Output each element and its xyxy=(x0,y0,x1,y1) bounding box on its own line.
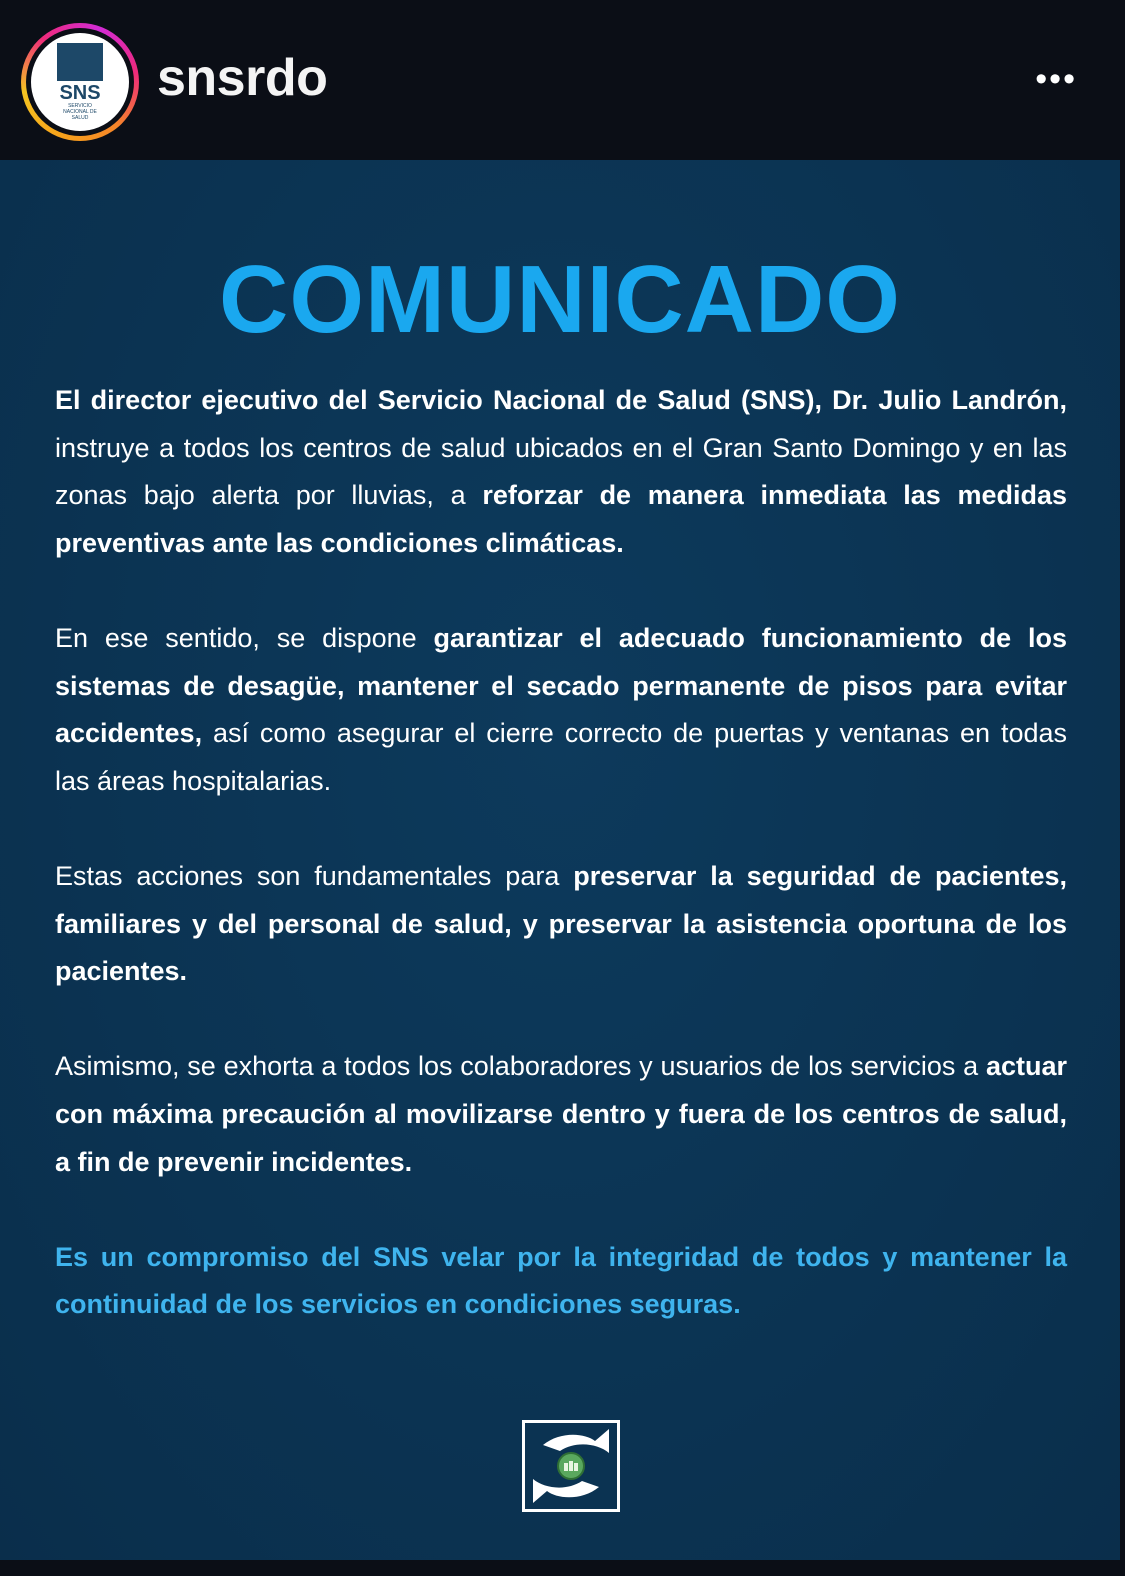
text-segment: Asimismo, se exhorta a todos los colaboradores y usuarios de los servicios a xyxy=(55,1051,986,1082)
story-ring-avatar[interactable] xyxy=(21,23,139,141)
post-header xyxy=(0,0,1125,160)
paragraph xyxy=(55,1043,1067,1186)
post-title: COMUNICADO xyxy=(219,246,901,353)
text-segment: Estas acciones son fundamentales para xyxy=(55,860,574,891)
bold-text-segment: preservar la seguridad de pacientes, familiares y del personal de salud, y preservar la asistencia oportuna de los pacientes. xyxy=(55,860,1067,987)
closing-statement: Es un compromiso del SNS velar por la integridad de todos y mantener la continuidad de los servicios en condiciones seguras. xyxy=(55,1241,1067,1320)
paragraph xyxy=(55,853,1067,996)
bold-text-segment: El director ejecutivo del Servicio Nacional de Salud (SNS), Dr. Julio Landrón, xyxy=(55,385,1067,415)
bold-text-segment: reforzar de manera inmediata las medidas preventivas ante las condiciones climáticas. xyxy=(55,480,1067,558)
more-horizontal-icon[interactable]: ••• xyxy=(1035,60,1077,98)
text-segment: así como asegurar el cierre correcto de puertas y ventanas en todas las áreas hospitalarias. xyxy=(55,718,1067,796)
text-segment: En ese sentido, se dispone xyxy=(55,622,434,653)
avatar-logo-text: SNS xyxy=(59,82,101,104)
sns-hands-logo-icon xyxy=(522,1420,620,1512)
post-image xyxy=(0,160,1120,1560)
bold-text-segment: garantizar el adecuado funcionamiento de los sistemas de desagüe, mantener el secado permanente de pisos para evitar accidentes, xyxy=(55,622,1067,749)
bold-text-segment: actuar con máxima precaución al movilizarse dentro y fuera de los centros de salud, a fin de prevenir incidentes. xyxy=(55,1051,1067,1177)
username[interactable]: snsrdo xyxy=(157,49,328,107)
avatar xyxy=(31,33,129,131)
post-body xyxy=(55,377,1067,1376)
bottom-divider xyxy=(0,1560,1125,1576)
paragraph xyxy=(55,615,1067,805)
paragraph xyxy=(55,377,1067,567)
text-segment: instruye a todos los centros de salud ubicados en el Gran Santo Domingo y en las zonas bajo alerta por lluvias, a xyxy=(55,432,1067,511)
avatar-logo-subtext: SERVICIO NACIONAL DE SALUD xyxy=(63,103,97,121)
sns-logo-icon xyxy=(57,43,103,81)
